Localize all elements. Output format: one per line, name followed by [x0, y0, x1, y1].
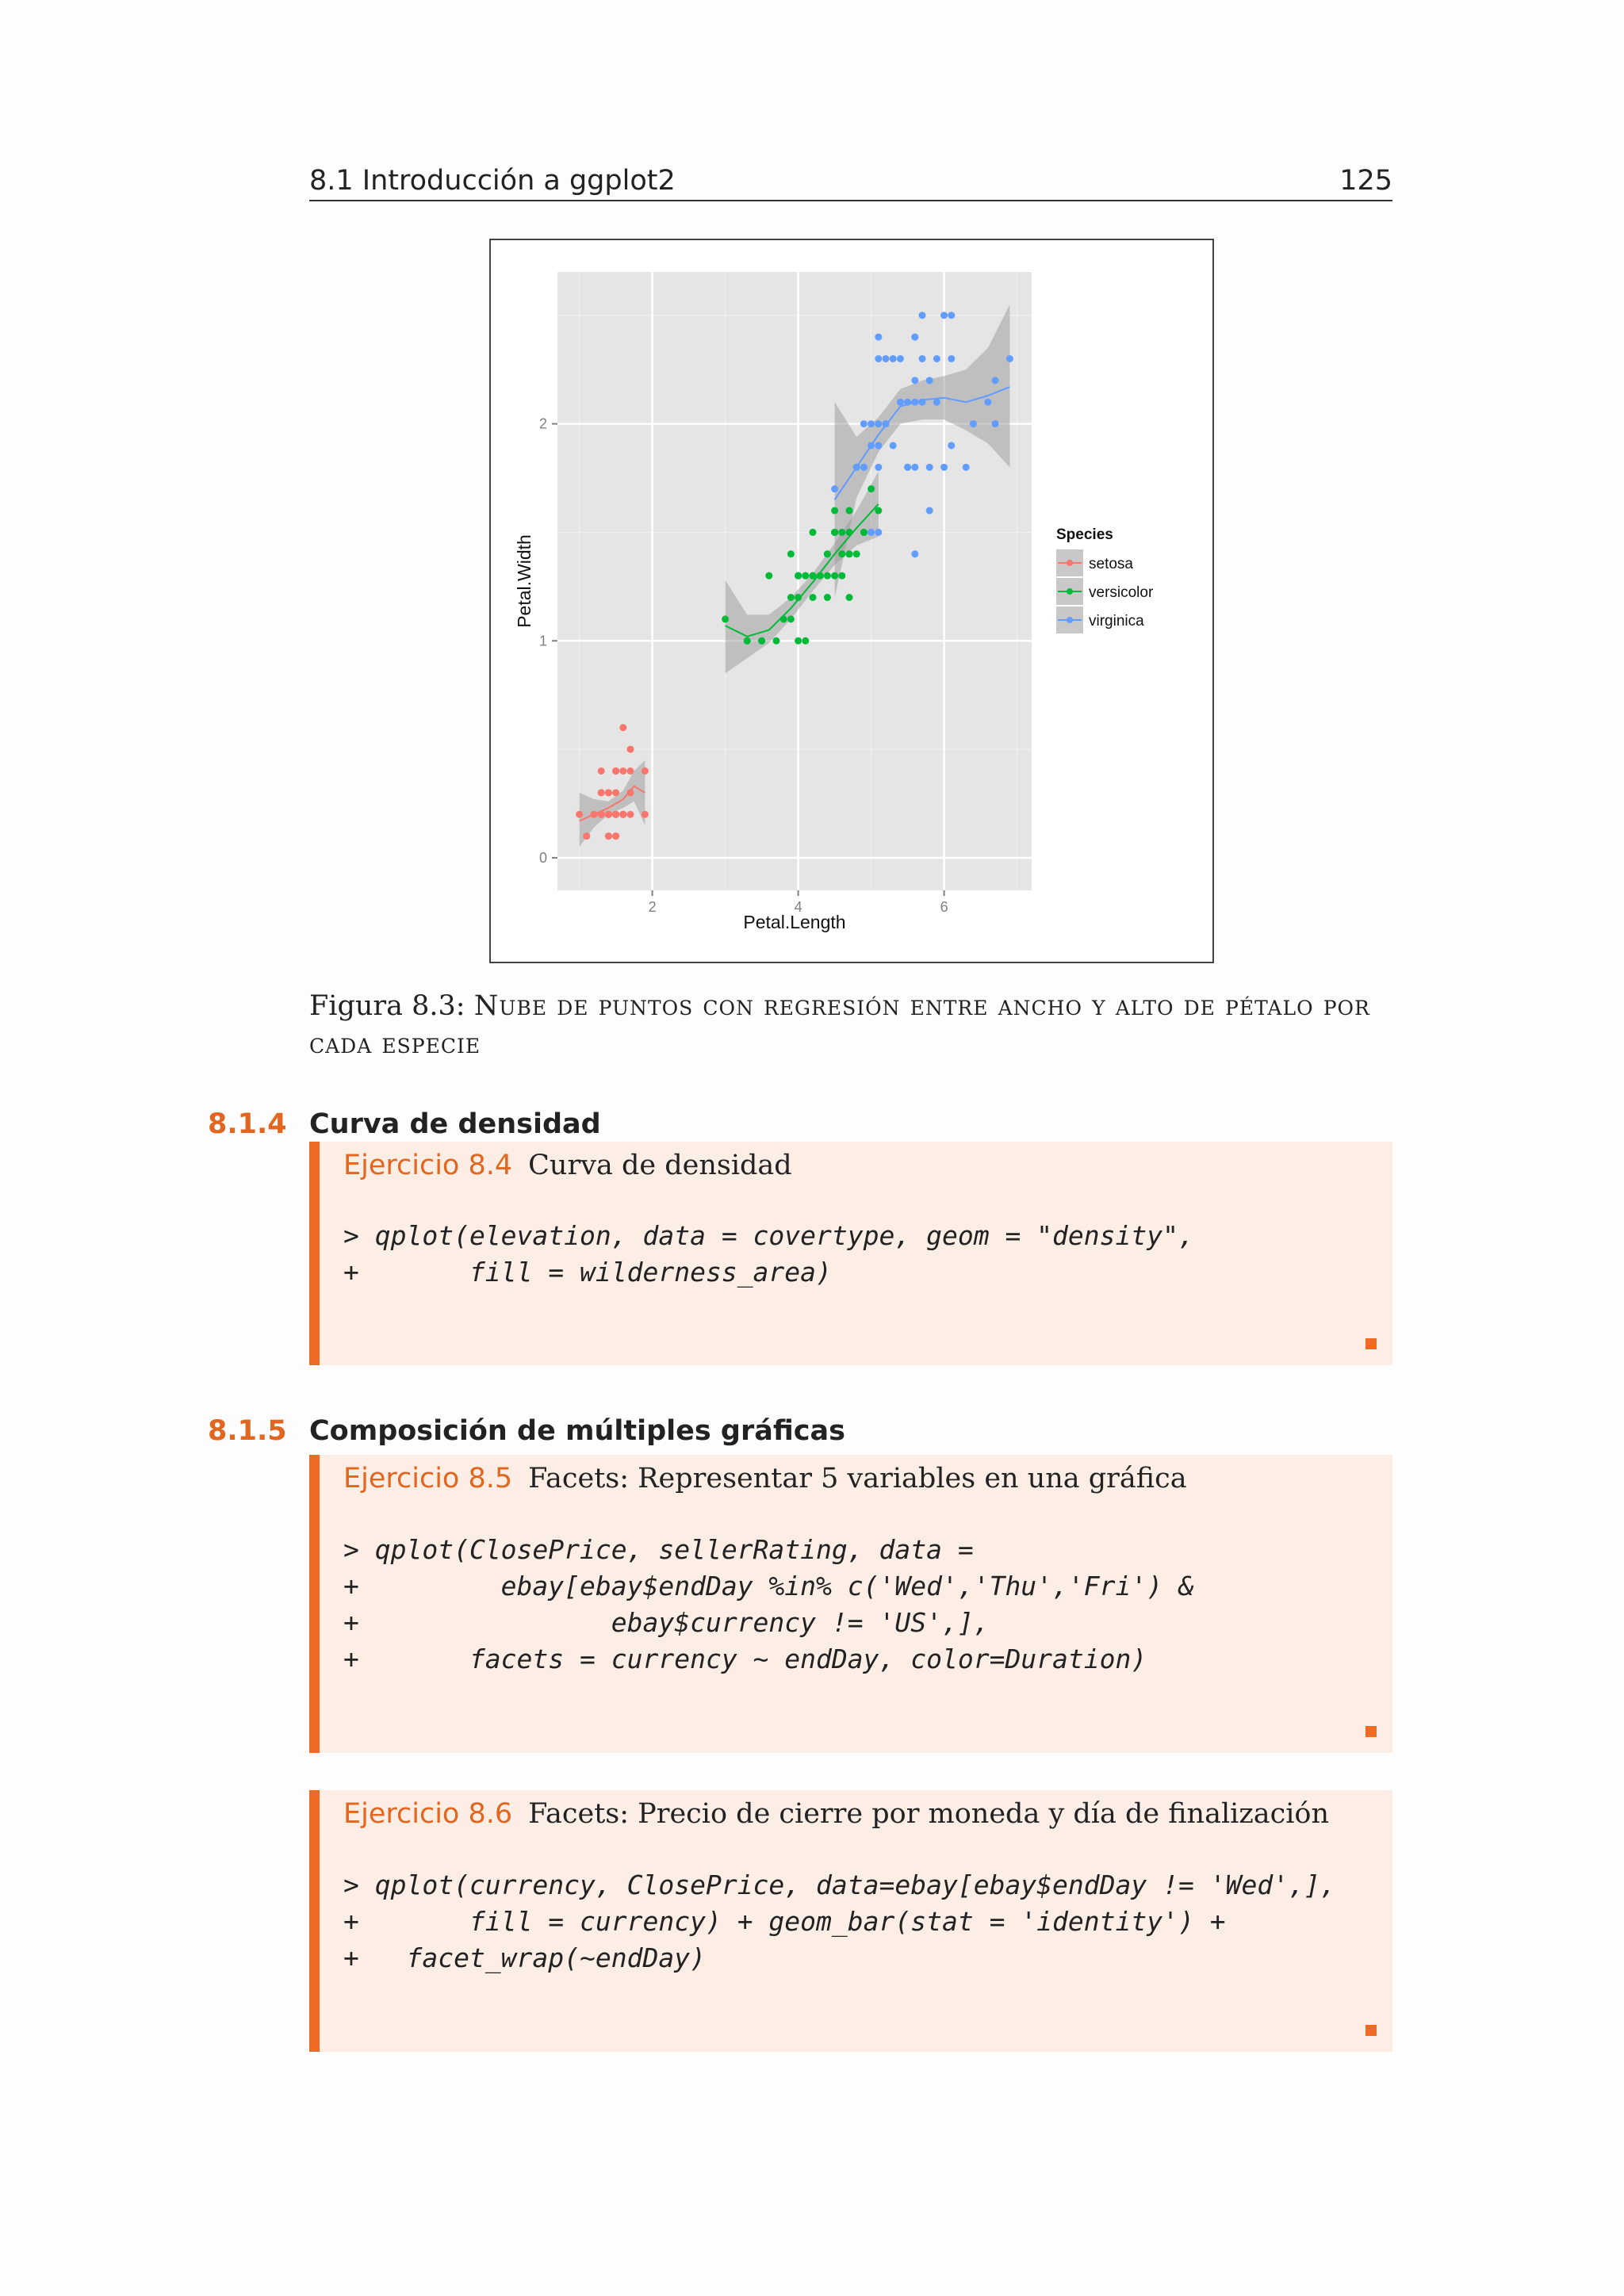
data-point-virginica [875, 442, 882, 449]
data-point-virginica [868, 442, 875, 449]
caption-line-2: cada especie [309, 1028, 481, 1060]
data-point-virginica [868, 529, 875, 536]
data-point-setosa [591, 811, 598, 818]
data-point-versicolor [780, 615, 787, 622]
data-point-versicolor [831, 507, 838, 515]
data-point-versicolor [765, 572, 772, 580]
data-point-virginica [970, 420, 977, 427]
data-point-setosa [605, 811, 612, 818]
data-point-setosa [598, 811, 605, 818]
data-point-setosa [642, 811, 649, 818]
data-point-versicolor [838, 572, 845, 580]
data-point-versicolor [824, 594, 831, 601]
data-point-virginica [904, 399, 911, 406]
data-point-versicolor [802, 637, 809, 645]
data-point-setosa [627, 811, 634, 818]
data-point-virginica [831, 485, 838, 492]
exercise-title [343, 1463, 1187, 1494]
section-heading-8-1-5 [208, 1415, 845, 1447]
exercise-label: Ejercicio 8.4 [343, 1150, 513, 1181]
section-heading-8-1-4 [208, 1108, 601, 1140]
y-axis-label: Petal.Width [514, 534, 534, 628]
caption-line-1: Nube de puntos con regresión entre ancho y alto de pétalo por [473, 990, 1370, 1022]
data-point-setosa [605, 832, 612, 840]
data-point-versicolor [810, 529, 817, 536]
data-point-setosa [612, 767, 619, 775]
data-point-versicolor [824, 572, 831, 580]
data-point-virginica [875, 420, 882, 427]
page-number: 125 [1339, 165, 1392, 197]
code-block: > qplot(ClosePrice, sellerRating, data = + ebay[ebay$endDay %in% c('Wed','Thu','Fri') & + ebay$currency != 'US',], + facets = currency ~ endDay, color=Duration) [343, 1534, 1194, 1674]
data-point-virginica [875, 334, 882, 341]
exercise-box-8-4 [309, 1142, 1392, 1365]
exercise-title-text: Facets: Representar 5 variables en una gráfica [528, 1463, 1187, 1494]
data-point-versicolor [860, 529, 868, 536]
data-point-versicolor [810, 572, 817, 580]
y-tick-label: 0 [538, 849, 547, 866]
data-point-versicolor [810, 594, 817, 601]
x-tick-label: 6 [940, 899, 948, 915]
data-point-virginica [911, 399, 918, 406]
caption-prefix: Figura 8.3: [309, 990, 465, 1022]
data-point-virginica [883, 420, 890, 427]
data-point-virginica [853, 464, 860, 471]
data-point-virginica [919, 355, 926, 362]
exercise-label: Ejercicio 8.6 [343, 1798, 513, 1830]
data-point-setosa [576, 811, 583, 818]
running-header [309, 159, 1392, 201]
data-point-versicolor [744, 637, 751, 645]
data-point-virginica [911, 464, 918, 471]
data-point-virginica [860, 420, 868, 427]
exercise-title-text: Facets: Precio de cierre por moneda y día de finalización [528, 1798, 1330, 1830]
code-block: > qplot(currency, ClosePrice, data=ebay[ebay$endDay != 'Wed',], + fill = currency) + geom_bar(stat = 'identity') + + facet_wrap(~endDay) [343, 1869, 1336, 1973]
data-point-setosa [619, 811, 626, 818]
data-point-virginica [933, 399, 940, 406]
legend [1056, 549, 1154, 633]
data-point-setosa [583, 832, 590, 840]
data-point-setosa [642, 767, 649, 775]
data-point-versicolor [875, 507, 882, 515]
data-point-virginica [919, 312, 926, 319]
data-point-versicolor [795, 637, 802, 645]
legend-title: Species [1056, 526, 1113, 543]
data-point-virginica [890, 442, 897, 449]
figure-caption [309, 987, 1392, 1063]
x-tick-label: 2 [648, 899, 657, 915]
data-point-virginica [948, 355, 955, 362]
data-point-versicolor [787, 594, 795, 601]
x-tick-label: 4 [794, 899, 802, 915]
data-point-virginica [926, 377, 933, 384]
data-point-versicolor [846, 594, 853, 601]
data-point-versicolor [722, 615, 729, 622]
section-title: Composición de múltiples gráficas [309, 1415, 845, 1447]
y-tick-label: 1 [538, 633, 547, 649]
data-point-setosa [627, 767, 634, 775]
data-point-virginica [875, 464, 882, 471]
data-point-virginica [1006, 355, 1013, 362]
data-point-versicolor [824, 550, 831, 557]
data-point-virginica [911, 377, 918, 384]
data-point-versicolor [773, 637, 780, 645]
data-point-virginica [860, 464, 868, 471]
data-point-setosa [598, 767, 605, 775]
data-point-versicolor [787, 615, 795, 622]
data-point-virginica [933, 355, 940, 362]
legend-label-setosa: setosa [1089, 556, 1133, 572]
section-number: 8.1.5 [208, 1415, 287, 1447]
end-mark [1365, 1338, 1377, 1349]
x-axis-label: Petal.Length [743, 912, 846, 932]
data-point-virginica [984, 399, 991, 406]
exercise-title [343, 1150, 792, 1181]
data-point-virginica [926, 464, 933, 471]
data-point-versicolor [817, 572, 824, 580]
section-number: 8.1.4 [208, 1108, 287, 1140]
data-point-setosa [612, 832, 619, 840]
data-point-versicolor [838, 529, 845, 536]
legend-key-point [1067, 617, 1073, 623]
y-tick-label: 2 [538, 415, 547, 432]
scatter-chart [491, 240, 1212, 962]
data-point-virginica [940, 312, 948, 319]
exercise-label: Ejercicio 8.5 [343, 1463, 513, 1494]
legend-key-point [1067, 560, 1073, 566]
code-block: > qplot(elevation, data = covertype, geom = "density", + fill = wilderness_area) [343, 1220, 1194, 1288]
data-point-virginica [948, 312, 955, 319]
data-point-virginica [992, 420, 999, 427]
exercise-title-text: Curva de densidad [528, 1150, 792, 1181]
data-point-versicolor [846, 507, 853, 515]
data-point-setosa [627, 789, 634, 796]
data-point-versicolor [758, 637, 765, 645]
data-point-virginica [904, 464, 911, 471]
data-point-virginica [883, 355, 890, 362]
data-point-setosa [627, 746, 634, 753]
data-point-setosa [619, 767, 626, 775]
data-point-virginica [911, 334, 918, 341]
figure-frame [489, 239, 1214, 963]
data-point-versicolor [795, 594, 802, 601]
data-point-virginica [911, 550, 918, 557]
data-point-setosa [605, 789, 612, 796]
data-point-versicolor [831, 529, 838, 536]
data-point-setosa [612, 811, 619, 818]
data-point-virginica [940, 464, 948, 471]
data-point-virginica [919, 399, 926, 406]
data-point-versicolor [795, 572, 802, 580]
exercise-box-8-6 [309, 1790, 1392, 2052]
exercise-box-8-5 [309, 1455, 1392, 1753]
data-point-versicolor [853, 550, 860, 557]
data-point-versicolor [868, 485, 875, 492]
data-point-virginica [992, 377, 999, 384]
legend-label-virginica: virginica [1089, 613, 1144, 629]
data-point-versicolor [831, 572, 838, 580]
data-point-versicolor [846, 529, 853, 536]
data-point-virginica [875, 355, 882, 362]
data-point-versicolor [846, 550, 853, 557]
data-point-virginica [926, 507, 933, 515]
legend-key-point [1067, 588, 1073, 595]
end-mark [1365, 1726, 1377, 1737]
legend-label-versicolor: versicolor [1089, 584, 1154, 601]
data-point-virginica [897, 355, 904, 362]
data-point-versicolor [802, 572, 809, 580]
data-point-versicolor [787, 550, 795, 557]
section-title: Curva de densidad [309, 1108, 601, 1140]
data-point-setosa [598, 789, 605, 796]
data-point-versicolor [838, 550, 845, 557]
data-point-virginica [868, 420, 875, 427]
data-point-setosa [612, 789, 619, 796]
data-point-setosa [619, 724, 626, 731]
data-point-virginica [948, 442, 955, 449]
data-point-virginica [875, 529, 882, 536]
data-point-virginica [963, 464, 970, 471]
end-mark [1365, 2025, 1377, 2036]
exercise-title [343, 1798, 1329, 1830]
data-point-virginica [897, 399, 904, 406]
header-section-title: 8.1 Introducción a ggplot2 [309, 165, 676, 197]
data-point-virginica [890, 355, 897, 362]
